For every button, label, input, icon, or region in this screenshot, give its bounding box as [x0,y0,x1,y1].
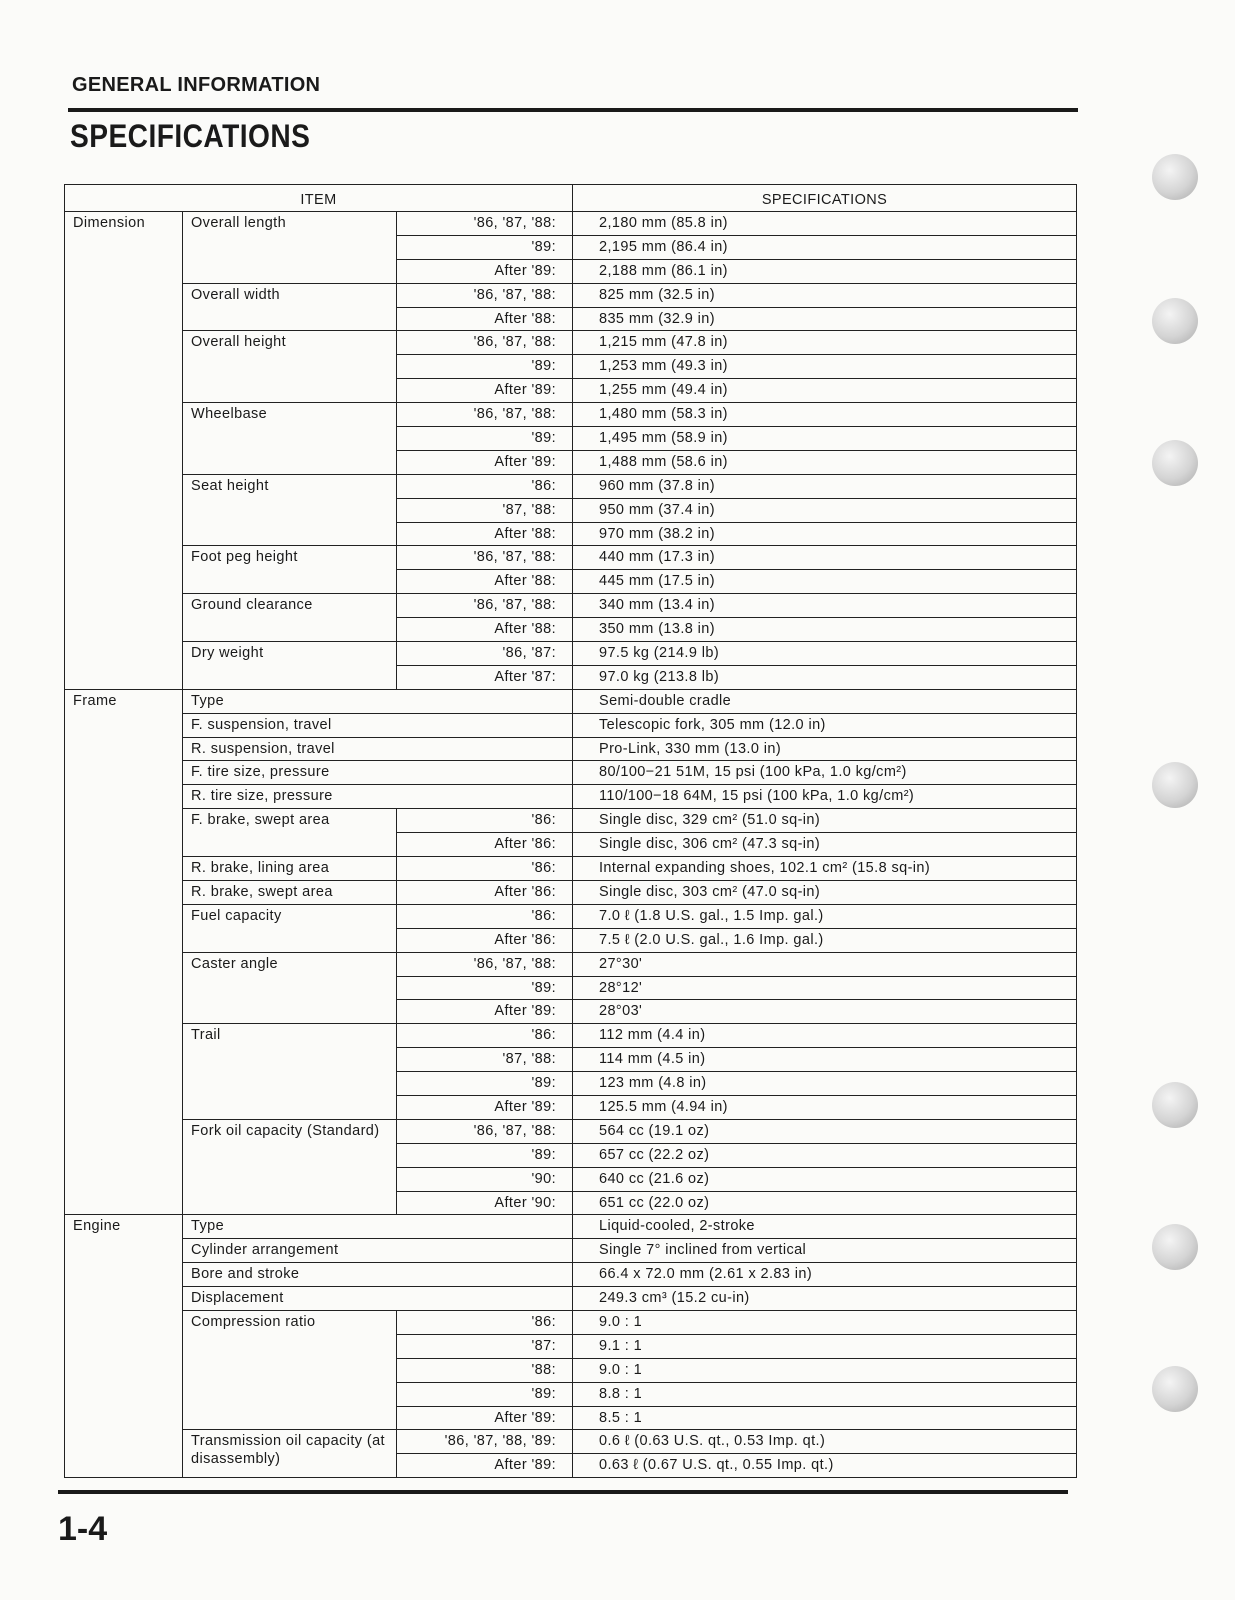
binder-hole-2 [1152,298,1198,344]
model-year-cell: After '88: [397,522,573,546]
spec-value-cell: 1,488 mm (58.6 in) [573,450,1077,474]
item-cell: F. suspension, travel [183,713,573,737]
spec-value-cell: Single disc, 306 cm² (47.3 sq-in) [573,833,1077,857]
spec-value-cell: 1,255 mm (49.4 in) [573,379,1077,403]
item-cell: F. tire size, pressure [183,761,573,785]
model-year-cell: '90: [397,1167,573,1191]
table-row [65,1430,1077,1454]
spec-value-cell: 123 mm (4.8 in) [573,1072,1077,1096]
model-year-cell: After '88: [397,307,573,331]
group-cell: Frame [65,689,183,1215]
item-cell: Overall length [183,212,397,284]
spec-value-cell: 97.0 kg (213.8 lb) [573,665,1077,689]
spec-value-cell: 657 cc (22.2 oz) [573,1143,1077,1167]
table-row [65,713,1077,737]
spec-value-cell: 564 cc (19.1 oz) [573,1119,1077,1143]
item-cell: Ground clearance [183,594,397,642]
spec-value-cell: Internal expanding shoes, 102.1 cm² (15.8 sq-in) [573,857,1077,881]
binder-hole-6 [1152,1224,1198,1270]
column-header-specifications: SPECIFICATIONS [573,185,1077,212]
table-body [65,212,1077,1478]
top-rule [68,108,1078,112]
model-year-cell: '87, '88: [397,498,573,522]
spec-value-cell: 28°12' [573,976,1077,1000]
spec-value-cell: Semi-double cradle [573,689,1077,713]
item-cell: Cylinder arrangement [183,1239,573,1263]
model-year-cell: '86: [397,1310,573,1334]
spec-value-cell: 0.63 ℓ (0.67 U.S. qt., 0.55 Imp. qt.) [573,1454,1077,1478]
spec-value-cell: 2,180 mm (85.8 in) [573,212,1077,236]
model-year-cell: After '90: [397,1191,573,1215]
spec-value-cell: 970 mm (38.2 in) [573,522,1077,546]
column-header-item: ITEM [65,185,573,212]
spec-value-cell: 2,195 mm (86.4 in) [573,235,1077,259]
table-row [65,283,1077,307]
model-year-cell: '89: [397,976,573,1000]
item-cell: Trail [183,1024,397,1120]
table-row [65,594,1077,618]
table-row [65,474,1077,498]
table-row [65,1215,1077,1239]
table-row [65,809,1077,833]
spec-value-cell: 114 mm (4.5 in) [573,1048,1077,1072]
group-cell: Dimension [65,212,183,690]
model-year-cell: '86, '87, '88, '89: [397,1430,573,1454]
model-year-cell: '86, '87, '88: [397,594,573,618]
model-year-cell: After '86: [397,833,573,857]
spec-value-cell: 0.6 ℓ (0.63 U.S. qt., 0.53 Imp. qt.) [573,1430,1077,1454]
model-year-cell: '86: [397,1024,573,1048]
model-year-cell: '89: [397,1382,573,1406]
item-cell: Transmission oil capacity (at disassembly) [183,1430,397,1478]
table-row [65,761,1077,785]
item-cell: R. tire size, pressure [183,785,573,809]
table-row [65,952,1077,976]
model-year-cell: After '86: [397,928,573,952]
table-row [65,546,1077,570]
model-year-cell: After '89: [397,1095,573,1119]
spec-value-cell: 835 mm (32.9 in) [573,307,1077,331]
item-cell: R. brake, swept area [183,880,397,904]
spec-value-cell: 340 mm (13.4 in) [573,594,1077,618]
model-year-cell: '87, '88: [397,1048,573,1072]
item-cell: Seat height [183,474,397,546]
model-year-cell: After '86: [397,880,573,904]
table-row [65,857,1077,881]
model-year-cell: After '89: [397,259,573,283]
item-cell: Type [183,1215,573,1239]
model-year-cell: After '89: [397,1000,573,1024]
spec-value-cell: Telescopic fork, 305 mm (12.0 in) [573,713,1077,737]
model-year-cell: '87: [397,1334,573,1358]
table-row [65,689,1077,713]
spec-value-cell: 66.4 x 72.0 mm (2.61 x 2.83 in) [573,1263,1077,1287]
model-year-cell: '86: [397,904,573,928]
page-title: SPECIFICATIONS [70,118,311,154]
spec-value-cell: 1,495 mm (58.9 in) [573,427,1077,451]
spec-value-cell: 28°03' [573,1000,1077,1024]
spec-value-cell: 249.3 cm³ (15.2 cu-in) [573,1287,1077,1311]
model-year-cell: '86, '87, '88: [397,403,573,427]
spec-value-cell: 350 mm (13.8 in) [573,618,1077,642]
table-row [65,1119,1077,1143]
bottom-rule [58,1490,1068,1494]
table-row [65,1239,1077,1263]
spec-value-cell: Pro-Link, 330 mm (13.0 in) [573,737,1077,761]
specifications-table [64,184,1077,1478]
binder-hole-1 [1152,154,1198,200]
model-year-cell: '86: [397,857,573,881]
model-year-cell: '86: [397,809,573,833]
table-row [65,331,1077,355]
model-year-cell: '89: [397,1072,573,1096]
spec-value-cell: 960 mm (37.8 in) [573,474,1077,498]
item-cell: R. suspension, travel [183,737,573,761]
group-cell: Engine [65,1215,183,1478]
item-cell: F. brake, swept area [183,809,397,857]
spec-value-cell: Single 7° inclined from vertical [573,1239,1077,1263]
table-row [65,904,1077,928]
model-year-cell: After '89: [397,1454,573,1478]
spec-value-cell: 1,215 mm (47.8 in) [573,331,1077,355]
model-year-cell: After '89: [397,379,573,403]
model-year-cell: '89: [397,427,573,451]
item-cell: Foot peg height [183,546,397,594]
item-cell: Overall width [183,283,397,331]
spec-value-cell: 640 cc (21.6 oz) [573,1167,1077,1191]
model-year-cell: '88: [397,1358,573,1382]
model-year-cell: '86, '87, '88: [397,212,573,236]
table-row [65,785,1077,809]
table-row [65,642,1077,666]
item-cell: R. brake, lining area [183,857,397,881]
binder-hole-4 [1152,762,1198,808]
spec-value-cell: 112 mm (4.4 in) [573,1024,1077,1048]
model-year-cell: After '89: [397,450,573,474]
spec-value-cell: 110/100−18 64M, 15 psi (100 kPa, 1.0 kg/cm²) [573,785,1077,809]
spec-value-cell: 125.5 mm (4.94 in) [573,1095,1077,1119]
model-year-cell: After '88: [397,570,573,594]
item-cell: Wheelbase [183,403,397,475]
spec-value-cell: 27°30' [573,952,1077,976]
item-cell: Compression ratio [183,1310,397,1429]
spec-value-cell: 9.0 : 1 [573,1310,1077,1334]
table-row [65,737,1077,761]
spec-value-cell: 97.5 kg (214.9 lb) [573,642,1077,666]
item-cell: Fork oil capacity (Standard) [183,1119,397,1215]
model-year-cell: '86, '87, '88: [397,283,573,307]
model-year-cell: '86, '87, '88: [397,546,573,570]
model-year-cell: After '87: [397,665,573,689]
spec-value-cell: 9.0 : 1 [573,1358,1077,1382]
table-row [65,403,1077,427]
spec-value-cell: 1,480 mm (58.3 in) [573,403,1077,427]
spec-value-cell: 8.5 : 1 [573,1406,1077,1430]
model-year-cell: After '89: [397,1406,573,1430]
model-year-cell: After '88: [397,618,573,642]
table-header-row [65,185,1077,212]
spec-value-cell: 950 mm (37.4 in) [573,498,1077,522]
item-cell: Type [183,689,573,713]
model-year-cell: '86, '87, '88: [397,1119,573,1143]
model-year-cell: '86: [397,474,573,498]
binder-hole-5 [1152,1082,1198,1128]
spec-value-cell: 440 mm (17.3 in) [573,546,1077,570]
model-year-cell: '86, '87, '88: [397,952,573,976]
spec-value-cell: Liquid-cooled, 2-stroke [573,1215,1077,1239]
spec-value-cell: 7.0 ℓ (1.8 U.S. gal., 1.5 Imp. gal.) [573,904,1077,928]
table-row [65,1263,1077,1287]
spec-value-cell: 445 mm (17.5 in) [573,570,1077,594]
item-cell: Dry weight [183,642,397,690]
model-year-cell: '86, '87, '88: [397,331,573,355]
spec-value-cell: Single disc, 329 cm² (51.0 sq-in) [573,809,1077,833]
binder-hole-3 [1152,440,1198,486]
spec-value-cell: 651 cc (22.0 oz) [573,1191,1077,1215]
model-year-cell: '89: [397,1143,573,1167]
spec-value-cell: 9.1 : 1 [573,1334,1077,1358]
item-cell: Caster angle [183,952,397,1024]
item-cell: Overall height [183,331,397,403]
spec-value-cell: 825 mm (32.5 in) [573,283,1077,307]
binder-hole-7 [1152,1366,1198,1412]
model-year-cell: '89: [397,235,573,259]
spec-value-cell: 80/100−21 51M, 15 psi (100 kPa, 1.0 kg/cm²) [573,761,1077,785]
section-label: GENERAL INFORMATION [72,74,321,96]
spec-value-cell: 2,188 mm (86.1 in) [573,259,1077,283]
item-cell: Fuel capacity [183,904,397,952]
table-row [65,1287,1077,1311]
model-year-cell: '86, '87: [397,642,573,666]
spec-value-cell: 7.5 ℓ (2.0 U.S. gal., 1.6 Imp. gal.) [573,928,1077,952]
table-row [65,1310,1077,1334]
spec-value-cell: Single disc, 303 cm² (47.0 sq-in) [573,880,1077,904]
table-row [65,880,1077,904]
page-number: 1-4 [58,1510,108,1548]
spec-value-cell: 1,253 mm (49.3 in) [573,355,1077,379]
table-row [65,212,1077,236]
spec-value-cell: 8.8 : 1 [573,1382,1077,1406]
table-row [65,1024,1077,1048]
item-cell: Displacement [183,1287,573,1311]
model-year-cell: '89: [397,355,573,379]
item-cell: Bore and stroke [183,1263,573,1287]
